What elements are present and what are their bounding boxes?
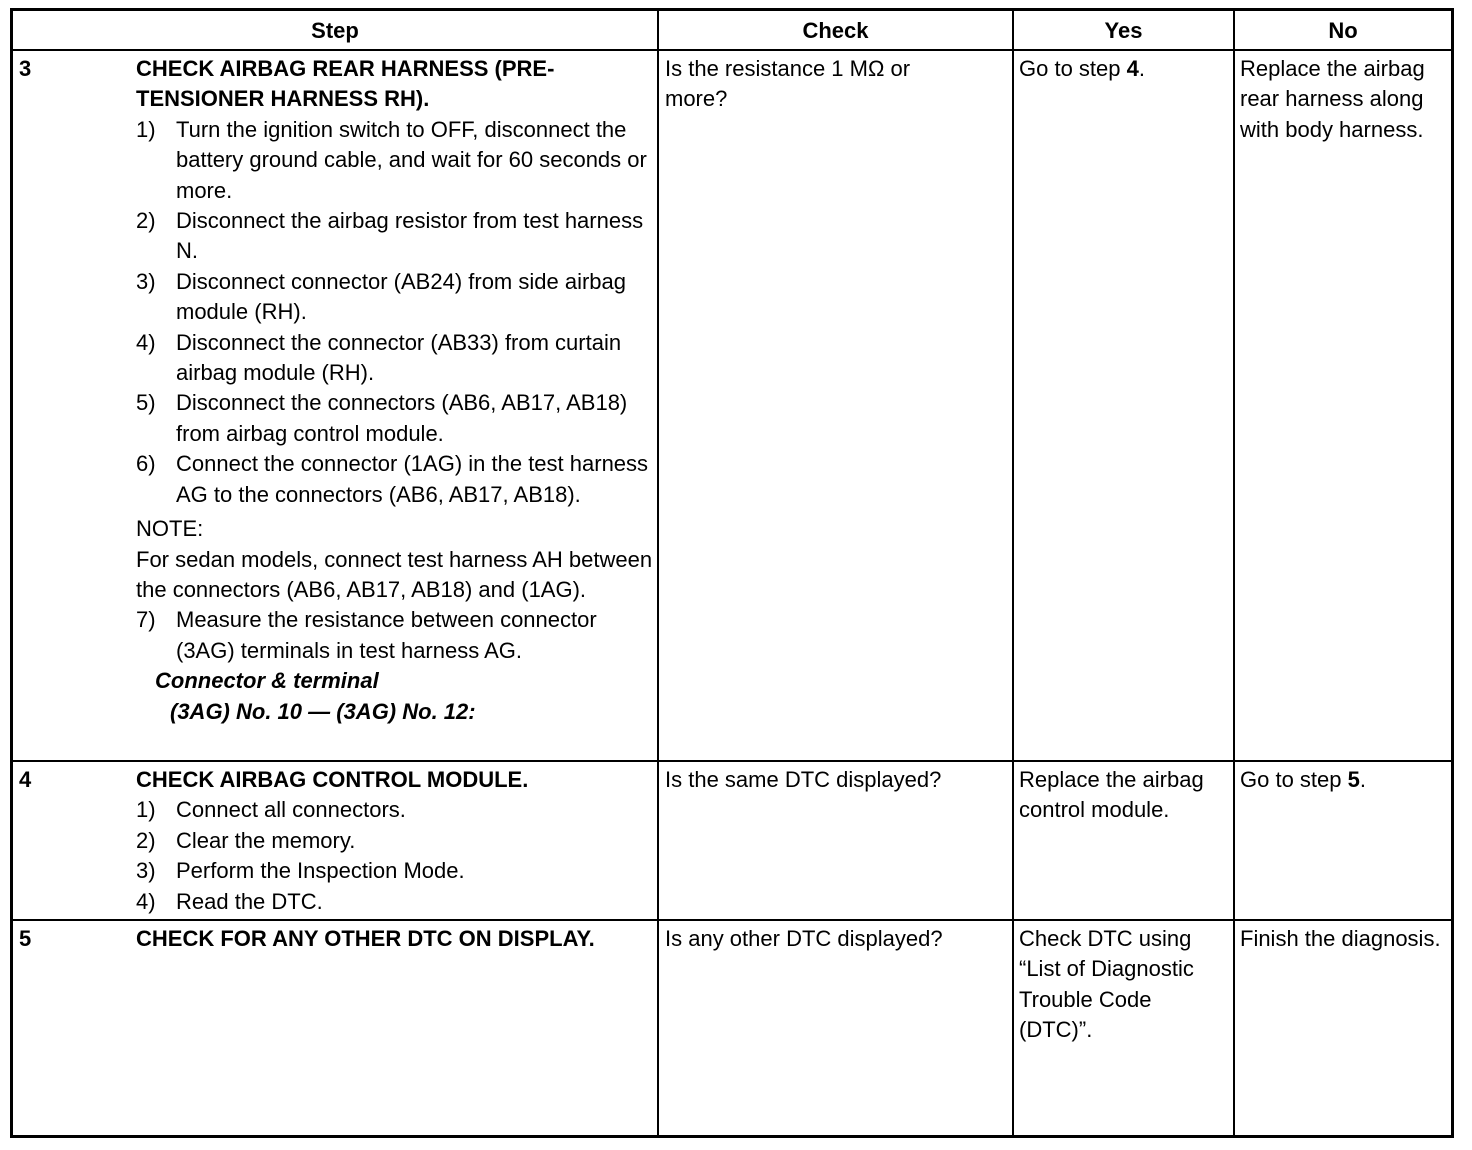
yes-action: Replace the airbag control module. [1019,767,1204,823]
spec-value: (3AG) No. 10 — (3AG) No. 12: [170,698,476,724]
row-divider [13,760,1451,762]
substep: 6) Connect the connector (1AG) in the test harness AG to the connectors (AB6, AB17, AB18). [136,451,649,507]
column-divider [657,11,659,1135]
header-step: Step [311,18,359,43]
note-text: For sedan models, connect test harness AH between the connectors (AB6, AB17, AB18) and (1AG). [136,546,653,602]
step-content [136,54,656,727]
step-number: 3 [19,56,32,81]
row-divider [13,919,1451,921]
column-divider [1012,11,1014,1135]
substep: 2) Disconnect the airbag resistor from test harness N. [136,208,644,264]
no-action: Replace the airbag rear harness along with body harness. [1240,56,1425,142]
check-question: Is any other DTC displayed? [665,926,943,951]
note-label: NOTE: [136,516,204,542]
header-check: Check [802,18,869,43]
step-content [136,924,656,954]
step-number: 5 [19,926,32,951]
step-content [136,765,656,917]
check-question: Is the resistance 1 MΩ or more? [665,56,911,112]
diagnostic-table [10,8,1454,1138]
header-no: No [1328,18,1358,43]
yes-action: Go to step 4. [1019,56,1145,81]
substep: 4) Read the DTC. [136,888,323,914]
column-divider [1233,11,1235,1135]
substep: 3) Perform the Inspection Mode. [136,858,465,884]
substep: 5) Disconnect the connectors (AB6, AB17, AB18) from airbag control module. [136,390,628,446]
step-title: CHECK AIRBAG CONTROL MODULE. [136,767,529,792]
substep: 1) Turn the ignition switch to OFF, disconnect the battery ground cable, and wait for 60 seconds or more. [136,116,647,203]
step-number: 4 [19,767,32,792]
no-action: Go to step 5. [1240,767,1366,792]
substep: 1) Connect all connectors. [136,797,406,823]
check-question: Is the same DTC displayed? [665,767,942,792]
substep: 7) Measure the resistance between connector (3AG) terminals in test harness AG. [136,607,597,663]
substep: 4) Disconnect the connector (AB33) from curtain airbag module (RH). [136,329,622,386]
no-action: Finish the diagnosis. [1240,926,1441,951]
spec-label: Connector & terminal [155,668,379,694]
header-yes: Yes [1104,18,1143,43]
step-title: CHECK FOR ANY OTHER DTC ON DISPLAY. [136,926,595,951]
substep: 3) Disconnect connector (AB24) from side airbag module (RH). [136,268,626,325]
step-title: CHECK AIRBAG REAR HARNESS (PRE-TENSIONER HARNESS RH). [136,56,555,112]
substep: 2) Clear the memory. [136,827,356,853]
yes-action: Check DTC using “List of Diagnostic Trouble Code (DTC)”. [1019,926,1194,1043]
